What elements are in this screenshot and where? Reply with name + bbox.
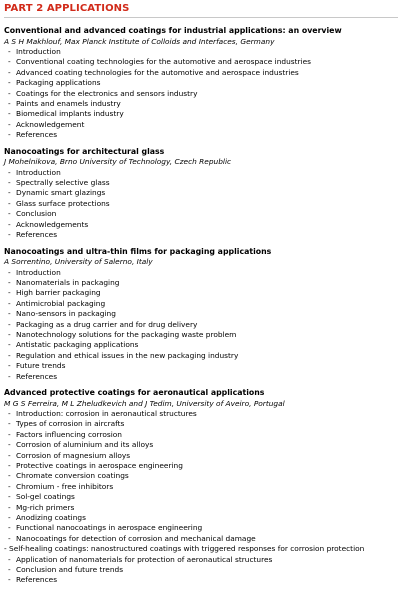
section-item <box>4 575 398 585</box>
section-item <box>4 89 398 99</box>
section-list <box>4 409 398 586</box>
list-dash: - <box>8 502 11 512</box>
list-dash: - <box>8 575 11 585</box>
section-item-text: References <box>16 230 58 240</box>
section-item-text: Nanocoatings for detection of corrosion and mechanical damage <box>16 533 256 543</box>
chapter-title: Conventional and advanced coatings for industrial applications: an overview <box>4 26 342 35</box>
list-dash: - <box>8 47 11 56</box>
chapter-authors: M G S Ferreira, M L Zheludkevich and J Tedim, University of Aveiro, Portugal <box>4 398 285 408</box>
list-dash: - <box>8 219 11 229</box>
section-item <box>4 199 398 209</box>
chapter-title: Advanced protective coatings for aeronautical applications <box>4 387 265 397</box>
section-item <box>4 340 398 350</box>
section-item-text: Functional nanocoatings in aerospace engineering <box>16 523 203 533</box>
section-item <box>4 419 398 429</box>
list-dash: - <box>8 513 11 523</box>
section-item-text: Introduction <box>16 267 61 277</box>
list-dash: - <box>8 319 11 329</box>
section-item <box>4 503 398 513</box>
list-dash: - <box>8 109 11 119</box>
list-dash: - <box>8 554 11 564</box>
list-dash: - <box>8 230 11 240</box>
section-item-text: Corrosion of magnesium alloys <box>16 450 131 460</box>
section-item-text: High barrier packaging <box>16 288 101 298</box>
section-item <box>4 288 398 298</box>
list-dash: - <box>8 130 11 140</box>
section-item <box>4 309 398 319</box>
section-item <box>4 361 398 371</box>
list-dash: - <box>8 461 11 470</box>
section-item-text: References <box>16 371 58 381</box>
chapter-section <box>4 26 398 141</box>
section-item-text: Biomedical implants industry <box>16 109 124 119</box>
list-dash: - <box>8 67 11 77</box>
section-item <box>4 330 398 340</box>
section-item <box>4 268 398 278</box>
section-item <box>4 178 398 188</box>
list-dash: - <box>8 565 11 575</box>
list-dash: - <box>8 340 11 350</box>
section-list <box>4 268 398 382</box>
section-item <box>4 120 398 130</box>
section-item-text: Corrosion of aluminium and its alloys <box>16 440 154 450</box>
section-item-text: Factors influencing corrosion <box>16 429 122 439</box>
chapter-authors: A Sorrentino, University of Salerno, Italy <box>4 257 153 267</box>
section-item <box>4 492 398 502</box>
section-item-text: Application of nanomaterials for protection of aeronautical structures <box>16 554 273 564</box>
list-dash: - <box>8 419 11 429</box>
section-item-text: Anodizing coatings <box>16 513 86 523</box>
section-item-text: Antistatic packaging applications <box>16 340 139 350</box>
section-item-text: Antimicrobial packaging <box>16 298 106 308</box>
section-item <box>4 109 398 119</box>
list-dash: - <box>8 471 11 481</box>
section-item-text: Acknowledgement <box>16 119 85 129</box>
section-item <box>4 99 398 109</box>
chapter-section <box>4 147 398 241</box>
section-item-text: Coatings for the electronics and sensors industry <box>16 88 198 98</box>
list-dash: - <box>8 408 11 418</box>
section-item-text: Chromate conversion coatings <box>16 471 129 481</box>
section-item <box>4 220 398 230</box>
list-dash: - <box>8 167 11 177</box>
section-item-text: Introduction <box>16 167 61 177</box>
section-item-text: Introduction <box>16 47 61 56</box>
list-dash: - <box>8 198 11 208</box>
section-item <box>4 555 398 565</box>
section-item <box>4 351 398 361</box>
section-item-text: Future trends <box>16 361 66 371</box>
chapter-title: Nanocoatings and ultra-thin films for packaging applications <box>4 246 272 256</box>
section-item <box>4 461 398 471</box>
list-dash: - <box>8 329 11 339</box>
section-item <box>4 68 398 78</box>
section-item-text: Protective coatings in aerospace engineering <box>16 461 183 470</box>
part-header <box>4 0 398 18</box>
section-item <box>4 523 398 533</box>
list-dash: - <box>8 88 11 98</box>
section-item <box>4 230 398 240</box>
section-item-text: Types of corrosion in aircrafts <box>16 419 125 429</box>
list-dash: - <box>4 544 10 554</box>
section-item <box>4 534 398 544</box>
section-item-text: Paints and enamels industry <box>16 99 121 109</box>
list-dash: - <box>8 440 11 450</box>
section-item <box>4 168 398 178</box>
section-item-text: Nanotechnology solutions for the packaging waste problem <box>16 329 237 339</box>
section-item <box>4 451 398 461</box>
section-item <box>4 299 398 309</box>
chapter-authors: J Mohelnikova, Brno University of Technology, Czech Republic <box>4 157 232 167</box>
section-item-text: Nanomaterials in packaging <box>16 277 120 287</box>
section-item <box>4 440 398 450</box>
list-dash: - <box>8 492 11 502</box>
section-item <box>4 409 398 419</box>
section-item-text: Packaging as a drug carrier and for drug delivery <box>16 319 198 329</box>
section-item <box>4 513 398 523</box>
list-dash: - <box>8 209 11 219</box>
list-dash: - <box>8 178 11 188</box>
section-item-text: References <box>16 130 58 140</box>
section-item-text: Spectrally selective glass <box>16 178 110 188</box>
section-item <box>4 278 398 288</box>
section-item-text: Advanced coating technologies for the automotive and aerospace industries <box>16 67 299 77</box>
chapter-section <box>4 247 398 382</box>
chapter-authors: A S H Makhlouf, Max Planck Institute of Colloids and Interfaces, Germany <box>4 36 275 46</box>
list-dash: - <box>8 429 11 439</box>
section-item <box>4 209 398 219</box>
section-item <box>4 430 398 440</box>
section-item-text: Mg-rich primers <box>16 502 75 512</box>
list-dash: - <box>8 288 11 298</box>
section-item-text: References <box>16 575 58 585</box>
section-item <box>4 544 398 554</box>
list-dash: - <box>8 533 11 543</box>
section-item <box>4 188 398 198</box>
section-item <box>4 471 398 481</box>
list-dash: - <box>8 523 11 533</box>
section-item <box>4 57 398 67</box>
section-item <box>4 130 398 140</box>
section-item-text: Packaging applications <box>16 78 101 88</box>
section-item-text: Acknowledgements <box>16 219 89 229</box>
section-item <box>4 78 398 88</box>
part-title: PART 2 APPLICATIONS <box>4 3 130 14</box>
section-item <box>4 372 398 382</box>
list-dash: - <box>8 309 11 319</box>
section-item-text: Nano-sensors in packaging <box>16 309 116 319</box>
section-item-text: Glass surface protections <box>16 198 110 208</box>
section-item-text: Conclusion <box>16 209 57 219</box>
section-item-text: Self-healing coatings: nanostructured coatings with triggered responses for corrosion protection <box>9 544 365 554</box>
section-item <box>4 47 398 57</box>
chapter-list <box>4 26 398 586</box>
list-dash: - <box>8 119 11 129</box>
section-item <box>4 482 398 492</box>
section-item-text: Conclusion and future trends <box>16 565 124 575</box>
list-dash: - <box>8 78 11 88</box>
section-item-text: Sol-gel coatings <box>16 492 75 502</box>
section-list <box>4 168 398 241</box>
list-dash: - <box>8 57 11 67</box>
list-dash: - <box>8 371 11 381</box>
list-dash: - <box>8 188 11 198</box>
list-dash: - <box>8 99 11 109</box>
section-item-text: Introduction: corrosion in aeronautical structures <box>16 408 197 418</box>
list-dash: - <box>8 450 11 460</box>
section-item <box>4 320 398 330</box>
list-dash: - <box>8 277 11 287</box>
list-dash: - <box>8 267 11 277</box>
section-list <box>4 47 398 141</box>
section-item-text: Dynamic smart glazings <box>16 188 106 198</box>
list-dash: - <box>8 361 11 371</box>
section-item-text: Conventional coating technologies for the automotive and aerospace industries <box>16 57 311 67</box>
section-item <box>4 565 398 575</box>
chapter-title: Nanocoatings for architectural glass <box>4 146 165 156</box>
list-dash: - <box>8 350 11 360</box>
list-dash: - <box>8 481 11 491</box>
section-item-text: Regulation and ethical issues in the new packaging industry <box>16 350 239 360</box>
list-dash: - <box>8 298 11 308</box>
chapter-section <box>4 388 398 586</box>
contents-page <box>4 0 398 610</box>
section-item-text: Chromium - free inhibitors <box>16 481 114 491</box>
